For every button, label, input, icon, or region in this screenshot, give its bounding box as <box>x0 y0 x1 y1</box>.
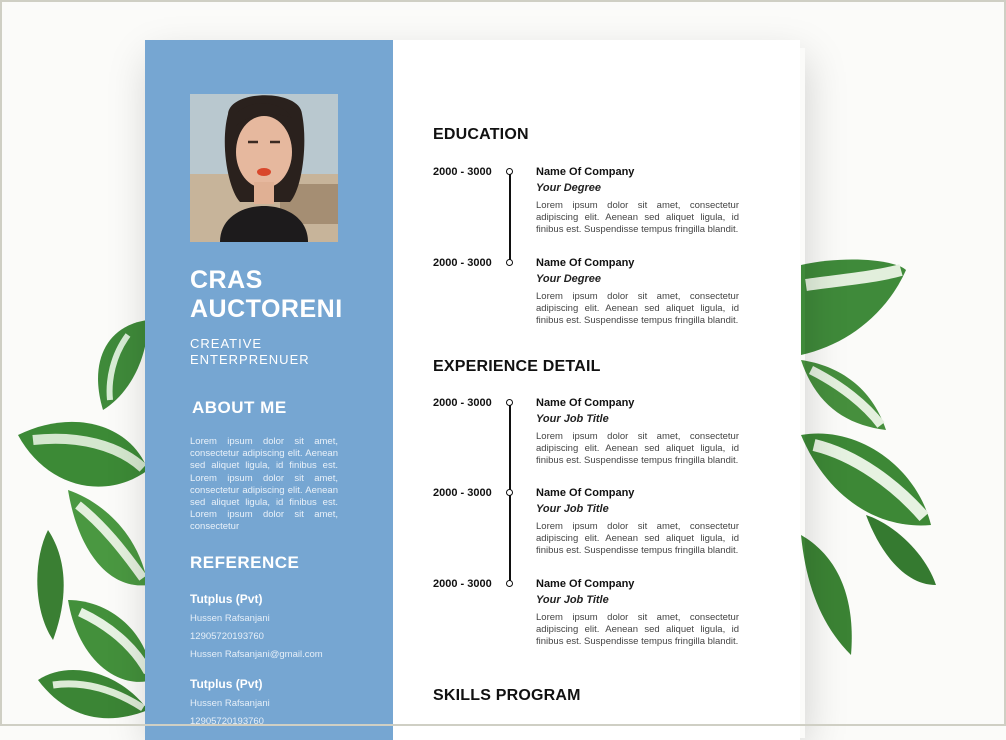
entry-description: Lorem ipsum dolor sit amet, consectetur adipiscing elit. Aenean sed aliquet ligula, id finibus est. Suspendisse tempus fringilla blandit. <box>536 291 739 326</box>
reference-phone: 12905720193760 <box>190 716 264 727</box>
resume-sheet <box>145 40 800 740</box>
candidate-role <box>190 336 310 368</box>
entry-degree: Your Degree <box>536 182 602 194</box>
timeline-dot <box>506 168 513 175</box>
experience-heading: EXPERIENCE DETAIL <box>433 358 601 375</box>
entry-company: Name Of Company <box>536 166 635 178</box>
timeline-dot <box>506 580 513 587</box>
candidate-name <box>190 266 343 324</box>
entry-job-title: Your Job Title <box>536 503 609 515</box>
timeline-line <box>509 172 511 263</box>
timeline-dot <box>506 259 513 266</box>
reference-email: Hussen Rafsanjani@gmail.com <box>190 649 323 660</box>
reference-person: Hussen Rafsanjani <box>190 698 270 709</box>
reference-company: Tutplus (Pvt) <box>190 592 263 606</box>
reference-phone: 12905720193760 <box>190 631 264 642</box>
entry-company: Name Of Company <box>536 397 635 409</box>
sidebar <box>145 40 393 740</box>
entry-company: Name Of Company <box>536 487 635 499</box>
leaf-shape <box>801 260 936 655</box>
role-line-1: CREATIVE <box>190 336 263 351</box>
entry-job-title: Your Job Title <box>536 413 609 425</box>
entry-job-title: Your Job Title <box>536 594 609 606</box>
reference-item <box>190 591 370 664</box>
reference-heading: REFERENCE <box>190 553 300 572</box>
role-line-2: ENTERPRENUER <box>190 352 310 367</box>
entry-date: 2000 - 3000 <box>433 257 492 269</box>
about-heading: ABOUT ME <box>192 398 287 417</box>
plant-left-icon <box>8 300 158 726</box>
reference-person: Hussen Rafsanjani <box>190 613 270 624</box>
entry-date: 2000 - 3000 <box>433 166 492 178</box>
reference-company: Tutplus (Pvt) <box>190 677 263 691</box>
entry-date: 2000 - 3000 <box>433 397 492 409</box>
entry-company: Name Of Company <box>536 257 635 269</box>
entry-company: Name Of Company <box>536 578 635 590</box>
name-line-1: CRAS <box>190 266 263 294</box>
name-line-2: AUCTORENI <box>190 295 343 323</box>
entry-date: 2000 - 3000 <box>433 578 492 590</box>
reference-item <box>190 676 370 731</box>
about-text: Lorem ipsum dolor sit amet, consectetur adipiscing elit. Aenean sed aliquet ligula, id finibus est. Lorem ipsum dolor sit amet, consectetur adipiscing elit. Aenean sed aliquet ligula, id finibus est. Lorem ipsum dolor sit amet, consectetur <box>190 436 338 533</box>
skills-heading: SKILLS PROGRAM <box>433 687 581 704</box>
entry-date: 2000 - 3000 <box>433 487 492 499</box>
entry-description: Lorem ipsum dolor sit amet, consectetur adipiscing elit. Aenean sed aliquet ligula, id finibus est. Suspendisse tempus fringilla blandit. <box>536 431 739 466</box>
entry-description: Lorem ipsum dolor sit amet, consectetur adipiscing elit. Aenean sed aliquet ligula, id finibus est. Suspendisse tempus fringilla blandit. <box>536 612 739 647</box>
entry-description: Lorem ipsum dolor sit amet, consectetur adipiscing elit. Aenean sed aliquet ligula, id finibus est. Suspendisse tempus fringilla blandit. <box>536 200 739 235</box>
leaf-shape <box>18 320 153 718</box>
plant-right-icon <box>796 255 946 675</box>
profile-photo <box>190 94 338 242</box>
portrait-image <box>190 94 338 242</box>
entry-degree: Your Degree <box>536 273 602 285</box>
entry-description: Lorem ipsum dolor sit amet, consectetur adipiscing elit. Aenean sed aliquet ligula, id finibus est. Suspendisse tempus fringilla blandit. <box>536 521 739 556</box>
timeline-dot <box>506 489 513 496</box>
timeline-dot <box>506 399 513 406</box>
education-heading: EDUCATION <box>433 126 529 143</box>
